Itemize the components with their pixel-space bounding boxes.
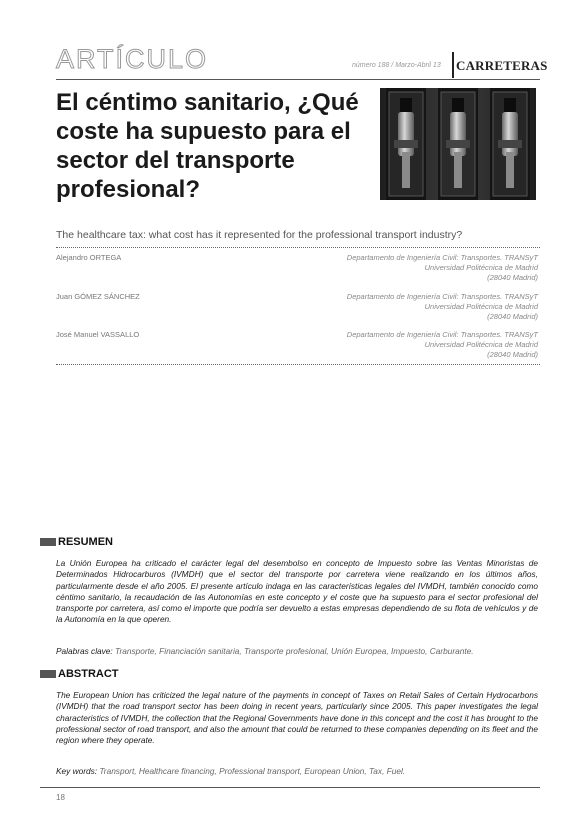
affiliation-line: Universidad Politécnica de Madrid: [424, 340, 538, 349]
abstract-text: The European Union has criticized the legal nature of the payments in concept of Taxes on Retail Sales of Certain Hydrocarbons (IVMDH) that the road transport sector has been doing in recent years, particularly since 2005. This paper investigates the legal characteristics of IVMDH, the collection that the Regional Governments have done in this concept and the cost it has brought to the professional sector of road transport, and also the amount that could be returned to these companies depending on its fleet and the region where they operate.: [56, 690, 538, 746]
resumen-keywords: [56, 646, 538, 656]
author-affiliation: [278, 253, 538, 283]
author-affiliation: [278, 292, 538, 322]
affiliation-line: (28040 Madrid): [487, 273, 538, 282]
fuel-nozzles-photo: [380, 88, 536, 200]
affiliation-line: Departamento de Ingeniería Civil: Transportes. TRANSyT: [346, 253, 538, 262]
abstract-keywords: [56, 766, 538, 776]
abstract-heading-text: ABSTRACT: [58, 668, 119, 680]
article-subtitle: The healthcare tax: what cost has it represented for the professional transport industry?: [56, 229, 463, 241]
article-title: El céntimo sanitario, ¿Qué coste ha supuesto para el sector del transporte profesional?: [56, 89, 359, 203]
keywords-label: Key words:: [56, 766, 98, 776]
author-divider-bottom: [56, 364, 540, 365]
affiliation-line: Universidad Politécnica de Madrid: [424, 302, 538, 311]
header-divider: [452, 52, 454, 78]
resumen-heading: [40, 536, 113, 548]
affiliation-line: (28040 Madrid): [487, 312, 538, 321]
issue-info: número 188 / Marzo-Abril 13: [352, 62, 441, 69]
author-affiliation: [278, 330, 538, 360]
page-number: 18: [56, 793, 65, 802]
keywords-label: Palabras clave:: [56, 646, 113, 656]
fuel-nozzles-image: [380, 88, 536, 200]
header-rule: [56, 79, 540, 80]
author-name: José Manuel VASSALLO: [56, 330, 140, 339]
affiliation-line: Universidad Politécnica de Madrid: [424, 263, 538, 272]
author-name: Alejandro ORTEGA: [56, 253, 122, 262]
heading-marker: [40, 538, 56, 546]
resumen-heading-text: RESUMEN: [58, 536, 114, 548]
heading-marker: [40, 670, 56, 678]
journal-logo: CARRETERAS: [456, 58, 548, 73]
keywords-values: Transport, Healthcare financing, Professional transport, European Union, Tax, Fuel.: [99, 766, 406, 776]
section-label: ARTÍCULO: [56, 44, 209, 74]
abstract-heading: [40, 668, 119, 680]
author-name: Juan GÓMEZ SÁNCHEZ: [56, 292, 140, 301]
author-divider-top: [56, 247, 540, 248]
affiliation-line: (28040 Madrid): [487, 350, 538, 359]
footer-rule: [40, 787, 540, 788]
affiliation-line: Departamento de Ingeniería Civil: Transportes. TRANSyT: [346, 330, 538, 339]
affiliation-line: Departamento de Ingeniería Civil: Transportes. TRANSyT: [346, 292, 538, 301]
keywords-values: Transporte, Financiación sanitaria, Transporte profesional, Unión Europea, Impuesto, Carburante.: [115, 646, 474, 656]
resumen-text: La Unión Europea ha criticado el carácter legal del desembolso en concepto de Impuesto sobre las Ventas Minoristas de Determinados Hidrocarburos (IVMDH) que el sector del transporte por carretera viene realizando en los últimos años, particularmente desde el año 2005. El presente artículo indaga en las características legales del IVMDH, también conocido como céntimo sanitario, la recaudación de las Autonomías en este concepto y el coste que ha supuesto para el sector profesional del transporte por carretera, así como el importe que podría ser devuelto a estas empresas dependiendo de su flota de vehículos y de la Autonomía en la que operen.: [56, 558, 538, 625]
